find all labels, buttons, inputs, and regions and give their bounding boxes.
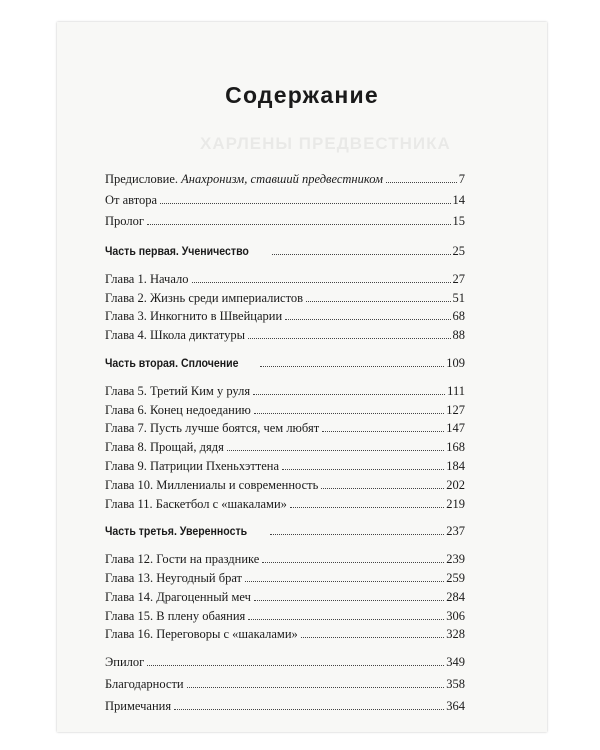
toc-chapter-row[interactable]	[105, 590, 465, 609]
toc-row-label: Предисловие. Анахронизм, ставший предвестником	[105, 172, 384, 186]
toc-row-subtitle: Анахронизм, ставший предвестником	[181, 172, 384, 186]
table-of-contents	[105, 172, 465, 730]
toc-page-number: 364	[446, 699, 465, 714]
toc-part-3	[105, 524, 465, 646]
toc-row-label: Глава 9. Патриции Пхеньхэттена	[105, 458, 280, 473]
toc-page-number: 237	[446, 524, 465, 539]
toc-row-label: Глава 13. Неугодный брат	[105, 570, 243, 585]
dot-leader	[306, 301, 450, 302]
toc-row-acknowledgements[interactable]	[105, 677, 465, 699]
toc-row-label: Пролог	[105, 214, 144, 228]
toc-chapter-row[interactable]	[105, 627, 465, 646]
toc-chapter-row[interactable]	[105, 328, 465, 347]
toc-row-label: Глава 10. Миллениалы и современность	[105, 477, 319, 492]
toc-page-number: 202	[446, 477, 465, 492]
dot-leader	[192, 282, 451, 283]
toc-part-2	[105, 356, 465, 515]
toc-page-number: 239	[446, 552, 465, 567]
toc-part-title: Часть третья. Уверенность	[105, 524, 248, 539]
toc-row-label: Глава 12. Гости на празднике	[105, 552, 260, 567]
dot-leader	[227, 450, 444, 451]
dot-leader	[270, 534, 445, 535]
dot-leader	[147, 224, 451, 225]
dot-leader	[290, 507, 444, 508]
toc-row-label: Глава 3. Инкогнито в Швейцарии	[105, 309, 283, 324]
toc-chapter-row[interactable]	[105, 478, 465, 497]
toc-chapter-row[interactable]	[105, 291, 465, 310]
toc-page-number: 219	[446, 496, 465, 511]
toc-page-number: 306	[446, 608, 465, 623]
toc-row-label: Глава 2. Жизнь среди империалистов	[105, 290, 304, 305]
toc-chapter-row[interactable]	[105, 440, 465, 459]
toc-page-number: 27	[452, 271, 465, 286]
toc-row-label: От автора	[105, 193, 158, 207]
toc-page-number: 111	[447, 383, 465, 398]
toc-page-number: 14	[452, 193, 465, 207]
toc-part-heading[interactable]	[105, 356, 465, 375]
toc-row-label: Глава 5. Третий Ким у руля	[105, 383, 251, 398]
dot-leader	[245, 581, 444, 582]
toc-row-label: Глава 4. Школа диктатуры	[105, 328, 246, 343]
toc-part-heading[interactable]	[105, 244, 465, 263]
toc-page-number: 147	[446, 421, 465, 436]
toc-page-number: 15	[452, 214, 465, 228]
toc-row-label: Глава 7. Пусть лучше боятся, чем любят	[105, 421, 320, 436]
toc-chapter-row[interactable]	[105, 552, 465, 571]
toc-page-number: 184	[446, 458, 465, 473]
toc-part-1	[105, 244, 465, 347]
toc-page-number: 259	[446, 570, 465, 585]
dot-leader	[272, 254, 451, 255]
toc-chapter-row[interactable]	[105, 421, 465, 440]
page-title: Содержание	[225, 82, 379, 108]
toc-chapter-row[interactable]	[105, 497, 465, 516]
toc-chapter-row[interactable]	[105, 459, 465, 478]
toc-row-label: Примечания	[105, 699, 172, 714]
toc-page-number: 349	[446, 655, 465, 670]
dot-leader	[248, 619, 444, 620]
toc-part-title: Часть вторая. Сплочение	[105, 355, 239, 370]
toc-back-matter	[105, 655, 465, 721]
toc-row-label: Глава 16. Переговоры с «шакалами»	[105, 627, 298, 642]
dot-leader	[187, 687, 445, 688]
dot-leader	[260, 366, 445, 367]
toc-chapter-row[interactable]	[105, 272, 465, 291]
dot-leader	[282, 469, 444, 470]
toc-page-number: 88	[452, 328, 465, 343]
dot-leader	[301, 637, 444, 638]
toc-row-author[interactable]	[105, 193, 465, 214]
dot-leader	[253, 394, 445, 395]
toc-page-number: 284	[446, 589, 465, 604]
toc-page-number: 25	[452, 244, 465, 258]
toc-row-label: Глава 6. Конец недоеданию	[105, 402, 251, 417]
dot-leader	[321, 488, 444, 489]
toc-chapter-row[interactable]	[105, 403, 465, 422]
toc-row-label: Эпилог	[105, 655, 145, 670]
toc-row-label: Глава 15. В плену обаяния	[105, 608, 246, 623]
toc-chapter-row[interactable]	[105, 571, 465, 590]
toc-page-number: 127	[446, 402, 465, 417]
dot-leader	[322, 431, 444, 432]
toc-row-label: Глава 11. Баскетбол с «шакалами»	[105, 496, 287, 511]
toc-page-number: 328	[446, 627, 465, 642]
toc-row-epilogue[interactable]	[105, 655, 465, 677]
toc-chapter-row[interactable]	[105, 384, 465, 403]
toc-row-label: Благодарности	[105, 677, 184, 692]
dot-leader	[174, 709, 444, 710]
toc-front-matter	[105, 172, 465, 235]
toc-page-number: 7	[458, 172, 465, 186]
toc-row-label: Глава 1. Начало	[105, 271, 189, 286]
toc-row-notes[interactable]	[105, 699, 465, 721]
toc-chapter-row[interactable]	[105, 609, 465, 628]
dot-leader	[147, 665, 444, 666]
toc-chapter-row[interactable]	[105, 309, 465, 328]
toc-page-number: 168	[446, 440, 465, 455]
toc-page-number: 109	[446, 355, 465, 370]
dot-leader	[262, 562, 444, 563]
dot-leader	[254, 600, 444, 601]
toc-part-heading[interactable]	[105, 524, 465, 543]
toc-row-label: Глава 8. Прощай, дядя	[105, 440, 224, 455]
dot-leader	[248, 338, 450, 339]
dot-leader	[160, 203, 450, 204]
dot-leader	[254, 413, 444, 414]
book-page	[57, 22, 547, 732]
toc-row-preface[interactable]	[105, 172, 465, 193]
toc-page-number: 51	[452, 290, 465, 305]
dot-leader	[386, 182, 457, 183]
toc-page-number: 68	[452, 309, 465, 324]
dot-leader	[285, 319, 450, 320]
toc-row-prologue[interactable]	[105, 214, 465, 235]
toc-page-number: 358	[446, 677, 465, 692]
toc-part-title: Часть первая. Ученичество	[105, 244, 249, 258]
toc-row-label: Глава 14. Драгоценный меч	[105, 589, 251, 604]
bleed-through-text: ХАРЛЕНЫ ПРЕДВЕСТНИКА	[200, 134, 451, 153]
